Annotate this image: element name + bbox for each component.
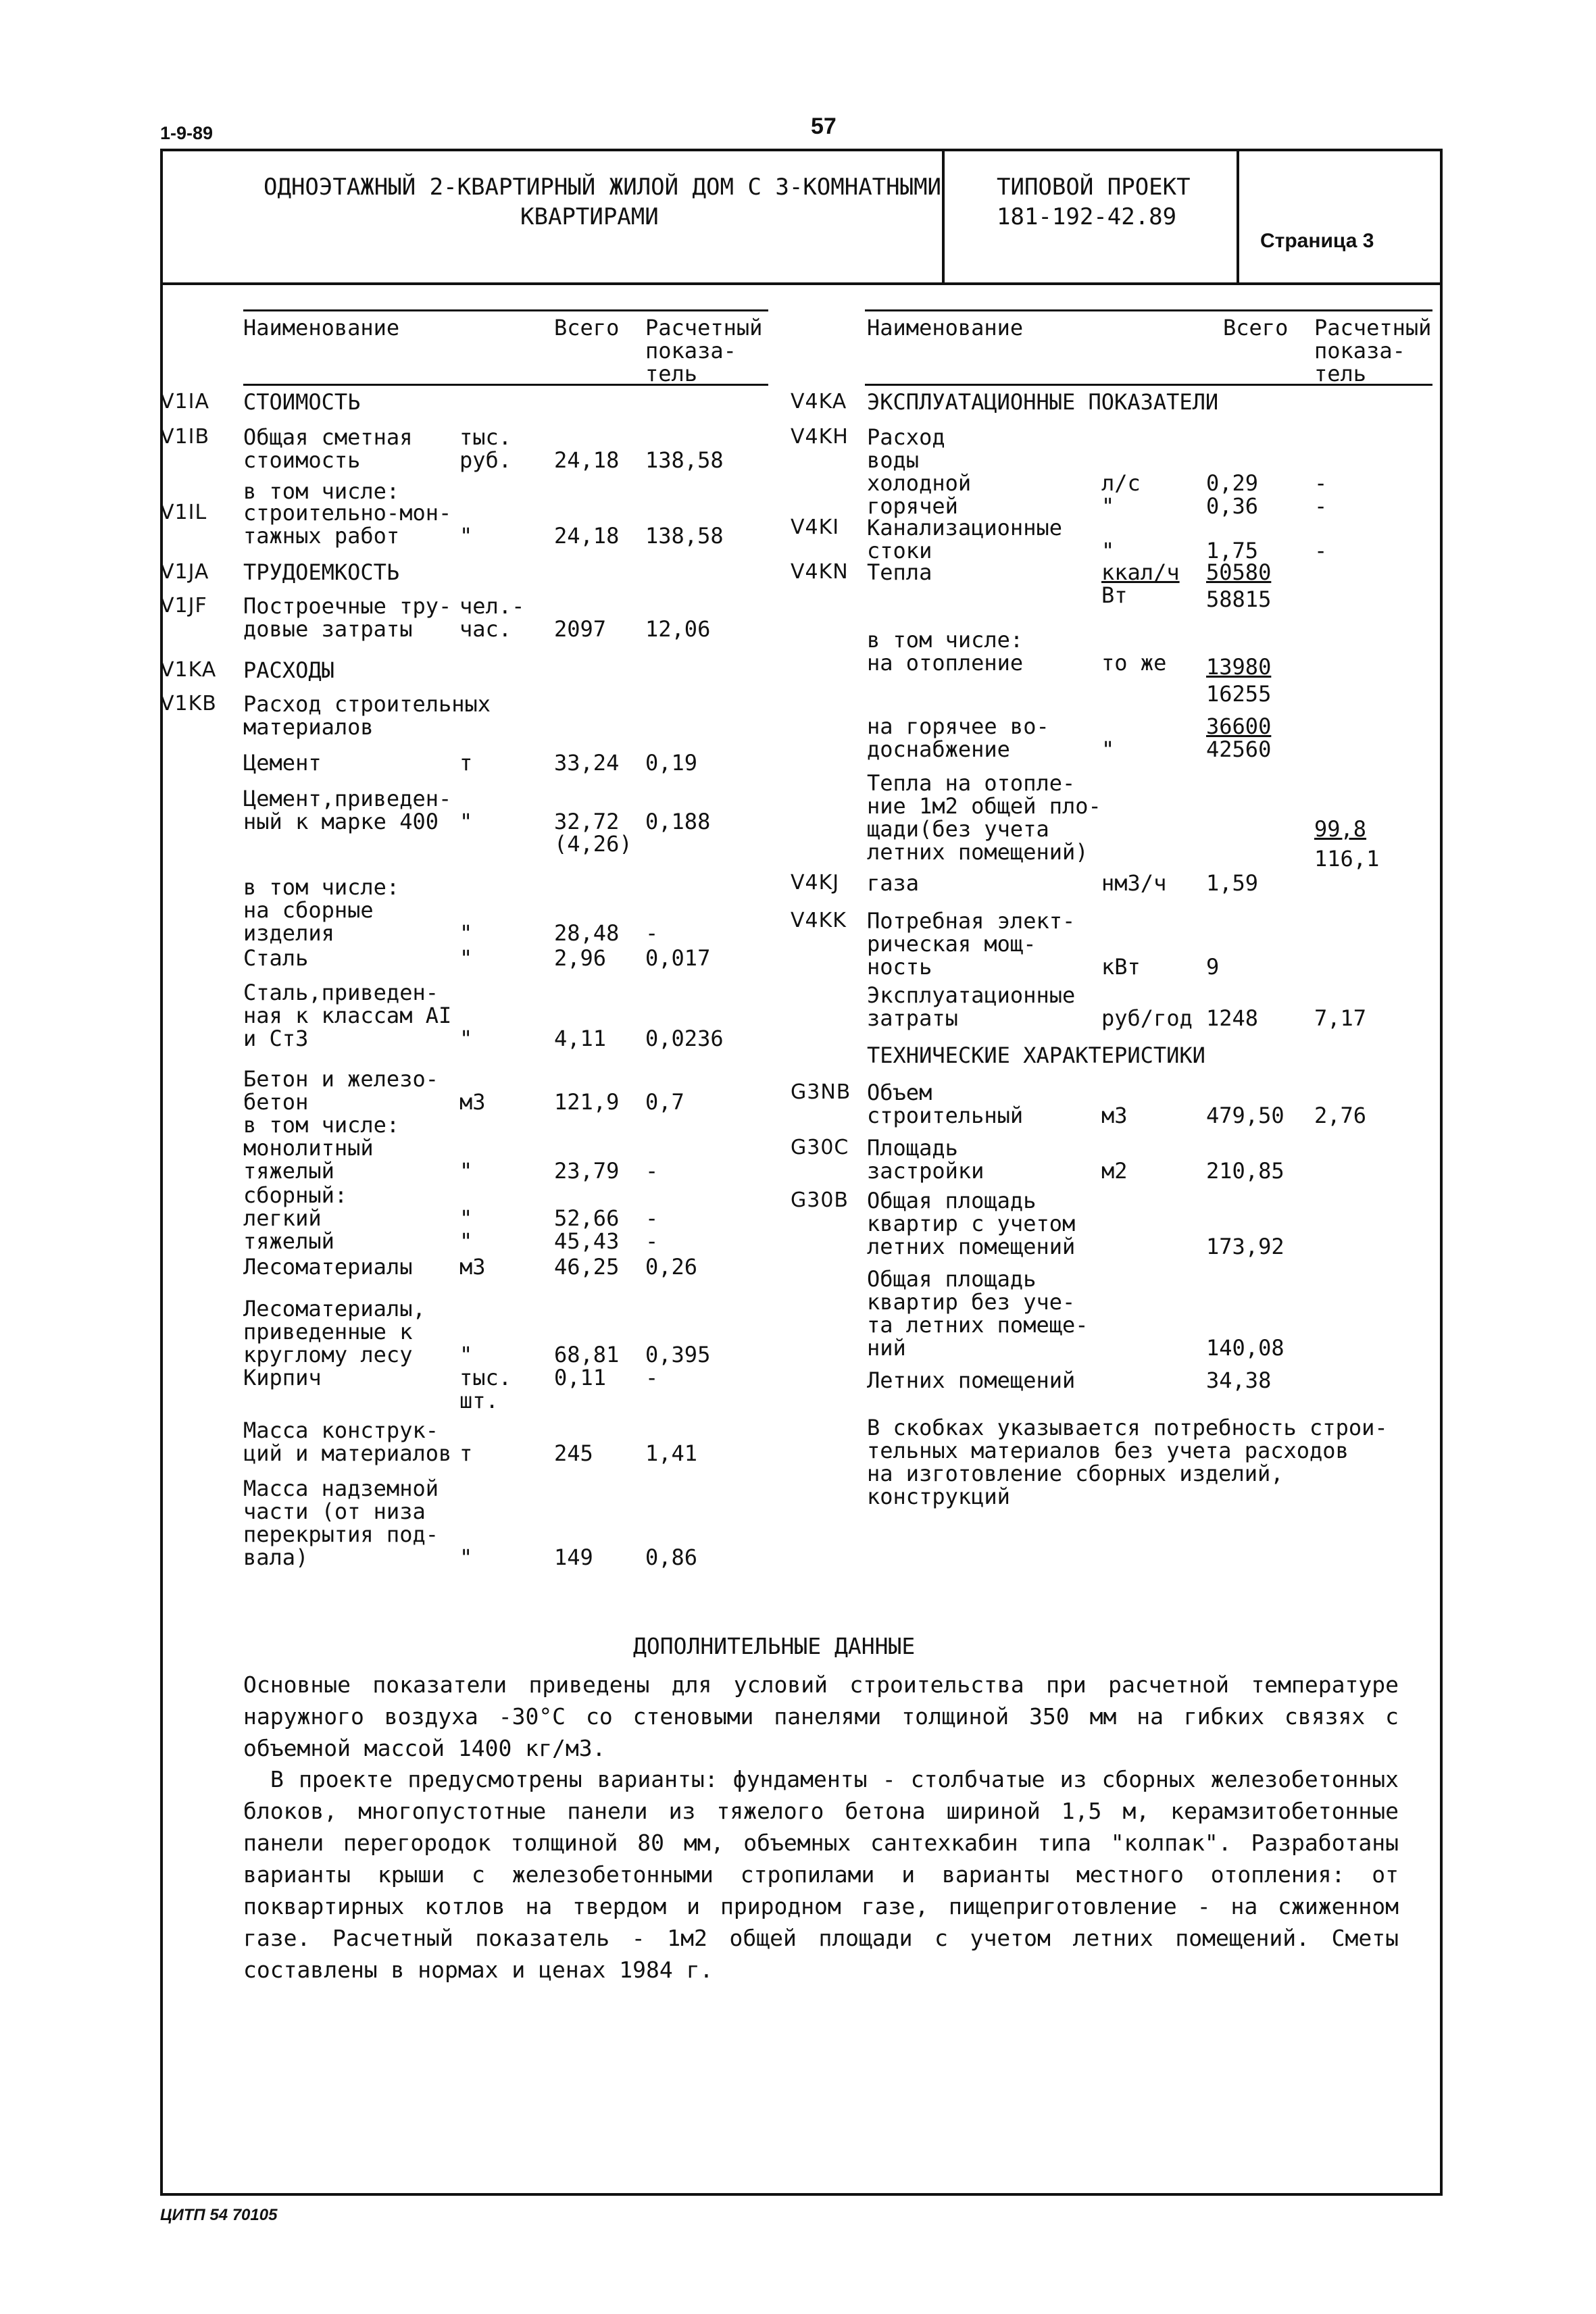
- row-total: 1,59: [1206, 870, 1259, 896]
- header-total-left: Всего: [554, 315, 620, 341]
- header-name-right: Наименование: [867, 315, 1024, 341]
- row-label: стоимость: [243, 447, 361, 473]
- row-unit: нм3/ч: [1101, 870, 1167, 896]
- row-label: Лесоматериалы: [243, 1254, 413, 1280]
- sheet-label: Страница 3: [1260, 230, 1374, 252]
- row-code: V1KB: [160, 692, 217, 715]
- row-code: V4KH: [791, 425, 849, 449]
- row-label: Сталь,приведен-: [243, 980, 439, 1005]
- row-calc: 0,188: [645, 809, 711, 834]
- row-code: V1IB: [160, 425, 210, 449]
- row-label: ЭКСПЛУАТАЦИОННЫЕ ПОКАЗАТЕЛИ: [867, 389, 1219, 415]
- row-total: 9: [1206, 954, 1220, 980]
- note-line-3: на изготовление сборных изделий,: [867, 1461, 1284, 1486]
- row-label: Тепла на отопле-: [867, 770, 1076, 796]
- row-label: Эксплуатационные: [867, 982, 1076, 1008]
- header-calc-left-1: Расчетный: [645, 315, 763, 341]
- row-label: перекрытия под-: [243, 1521, 439, 1547]
- row-total: 50580: [1206, 559, 1272, 585]
- row-code: V1KA: [160, 658, 217, 682]
- header-calc-left-3: тель: [645, 361, 698, 386]
- row-unit: кВт: [1101, 954, 1141, 980]
- row-unit: ": [459, 1342, 473, 1367]
- row-label: на горячее во-: [867, 713, 1049, 739]
- row-label: РАСХОДЫ: [243, 657, 334, 683]
- row-unit: тыс.: [459, 1365, 512, 1390]
- row-calc: 0,017: [645, 945, 711, 971]
- row-label: ций и материалов: [243, 1440, 452, 1466]
- row-label: ность: [867, 954, 932, 980]
- row-unit: м3: [459, 1089, 486, 1115]
- row-total: 36600: [1206, 713, 1272, 739]
- row-unit: ": [459, 945, 473, 971]
- row-total: 210,85: [1206, 1158, 1285, 1184]
- row-label: Общая сметная: [243, 424, 413, 450]
- row-calc: -: [1314, 538, 1328, 563]
- row-unit: чел.-: [459, 593, 525, 619]
- row-total: 245: [554, 1440, 593, 1466]
- row-total: 46,25: [554, 1254, 620, 1280]
- row-unit: м2: [1101, 1158, 1128, 1184]
- note-line-1: В скобках указывается потребность строи-: [867, 1415, 1388, 1440]
- row-calc: 7,17: [1314, 1005, 1367, 1031]
- row-unit: тыс.: [459, 424, 512, 450]
- footer-stamp: ЦИТП 54 70105: [160, 2206, 278, 2224]
- row-label: летних помещений): [867, 839, 1089, 865]
- row-label: Тепла: [867, 559, 932, 585]
- project-number: 181-192-42.89: [997, 203, 1177, 230]
- row-calc: -: [645, 1228, 659, 1254]
- title-line-2: КВАРТИРАМИ: [520, 203, 659, 230]
- row-label: тяжелый: [243, 1158, 334, 1184]
- row-calc: 116,1: [1314, 846, 1380, 872]
- row-total: 1248: [1206, 1005, 1259, 1031]
- row-label: доснабжение: [867, 736, 1010, 762]
- title-block-bottom: [160, 282, 1443, 285]
- row-calc: 0,0236: [645, 1026, 724, 1051]
- row-label: тяжелый: [243, 1228, 334, 1254]
- row-total: 149: [554, 1544, 593, 1570]
- row-total: 24,18: [554, 447, 620, 473]
- row-unit: ": [459, 809, 473, 834]
- row-calc: -: [645, 1158, 659, 1184]
- row-unit: ": [459, 1228, 473, 1254]
- row-total: 68,81: [554, 1342, 620, 1367]
- row-calc: 99,8: [1314, 816, 1367, 842]
- title-divider-1: [942, 149, 945, 284]
- row-label: вала): [243, 1544, 309, 1570]
- row-unit: т: [459, 750, 473, 776]
- row-total: 2,96: [554, 945, 607, 971]
- row-total: 34,38: [1206, 1367, 1272, 1393]
- row-unit: шт.: [459, 1388, 499, 1413]
- row-label: Масса конструк-: [243, 1417, 439, 1443]
- row-label: Кирпич: [243, 1365, 322, 1390]
- row-code: V4KJ: [791, 871, 840, 895]
- row-calc: -: [645, 1205, 659, 1231]
- row-label: застройки: [867, 1158, 984, 1184]
- row-label: Расход строительных: [243, 691, 491, 717]
- row-code: V4KI: [791, 515, 840, 539]
- row-unit: ": [459, 1205, 473, 1231]
- row-total: 1,75: [1206, 538, 1259, 563]
- row-label: Цемент: [243, 750, 322, 776]
- row-label: в том числе:: [243, 874, 400, 900]
- row-total: 0,29: [1206, 470, 1259, 496]
- row-label: сборный:: [243, 1182, 348, 1208]
- row-label: бетон: [243, 1089, 309, 1115]
- row-code: V4KA: [791, 390, 847, 413]
- additional-paragraph-2: В проекте предусмотрены варианты: фундаменты - столбчатые из сборных железобетонных блоков, многопустотные панели из тяжелого бетона шириной 1,5 м, керамзитобетонные панели перегородок толщиной 80 мм, объемных сантехкабин типа "колпак". Разработаны варианты крыши с железобетонными стропилами и варианты местного отопления: от поквартирных котлов на твердом и природном газе, пищеприготовление - на сжиженном газе. Расчетный показатель - 1м2 общей площади с учетом летних помещений. Сметы составлены в нормах и ценах 1984 г.: [243, 1766, 1399, 1983]
- left-header-top-rule: [243, 309, 768, 311]
- project-label: ТИПОВОЙ ПРОЕКТ: [997, 174, 1191, 201]
- row-total: 33,24: [554, 750, 620, 776]
- row-label: Потребная элект-: [867, 908, 1076, 934]
- header-calc-left-2: показа-: [645, 338, 737, 363]
- row-label: круглому лесу: [243, 1342, 413, 1367]
- header-calc-right-3: тель: [1314, 361, 1367, 386]
- additional-paragraph-1: Основные показатели приведены для условий строительства при расчетной температуре наружного воздуха -30°С со стеновыми панелями толщиной 350 мм на гибких связях с объемной массой 1400 кг/м3.: [243, 1671, 1399, 1761]
- row-unit: ": [459, 1158, 473, 1184]
- row-calc: 1,41: [645, 1440, 698, 1466]
- note-line-2: тельных материалов без учета расходов: [867, 1438, 1349, 1463]
- page-number: 57: [811, 114, 837, 139]
- row-total: 32,72: [554, 809, 620, 834]
- row-calc: 0,86: [645, 1544, 698, 1570]
- row-unit: м3: [459, 1254, 486, 1280]
- row-total: 479,50: [1206, 1103, 1285, 1128]
- row-unit: т: [459, 1440, 473, 1466]
- row-total: 42560: [1206, 736, 1272, 762]
- row-total: 58815: [1206, 586, 1272, 612]
- row-unit: л/с: [1101, 470, 1141, 496]
- row-label: Канализационные: [867, 515, 1062, 540]
- row-label: на сборные: [243, 897, 374, 923]
- row-calc: 138,58: [645, 447, 724, 473]
- row-label: газа: [867, 870, 920, 896]
- row-label: Бетон и железо-: [243, 1066, 439, 1092]
- row-label: ный к марке 400: [243, 809, 439, 834]
- row-label: на отопление: [867, 650, 1024, 676]
- row-label: ТЕХНИЧЕСКИЕ ХАРАКТЕРИСТИКИ: [867, 1042, 1205, 1068]
- row-label: летних помещений: [867, 1234, 1076, 1259]
- row-label: Лесоматериалы,: [243, 1296, 426, 1322]
- row-label: в том числе:: [867, 627, 1024, 653]
- row-label: рическая мощ-: [867, 931, 1037, 957]
- row-label: затраты: [867, 1005, 958, 1031]
- row-calc: 0,19: [645, 750, 698, 776]
- row-unit: ": [459, 920, 473, 946]
- title-line-1: ОДНОЭТАЖНЫЙ 2-КВАРТИРНЫЙ ЖИЛОЙ ДОМ С 3-КОМНАТНЫМИ: [264, 174, 942, 201]
- row-unit: ": [459, 1544, 473, 1570]
- row-label: Сталь: [243, 945, 309, 971]
- row-label: стоки: [867, 538, 932, 563]
- row-label: СТОИМОСТЬ: [243, 389, 361, 415]
- additional-data-title: ДОПОЛНИТЕЛЬНЫЕ ДАННЫЕ: [633, 1633, 916, 1659]
- row-unit: ": [459, 523, 473, 549]
- row-calc: 138,58: [645, 523, 724, 549]
- row-code: V1JA: [160, 560, 209, 584]
- row-label: та летних помеще-: [867, 1312, 1089, 1338]
- row-label: Цемент,приведен-: [243, 786, 452, 811]
- row-label: части (от низа: [243, 1499, 426, 1524]
- row-calc: 0,26: [645, 1254, 698, 1280]
- header-name-left: Наименование: [243, 315, 400, 341]
- row-unit: то же: [1101, 650, 1167, 676]
- row-label: квартир без уче-: [867, 1289, 1076, 1315]
- row-total: 16255: [1206, 681, 1272, 707]
- row-total: 13980: [1206, 654, 1272, 680]
- row-code: V1IL: [160, 501, 207, 524]
- row-label: Построечные тру-: [243, 593, 452, 619]
- row-unit: час.: [459, 616, 512, 642]
- row-total: 24,18: [554, 523, 620, 549]
- row-label: квартир с учетом: [867, 1211, 1076, 1236]
- row-label: Объем: [867, 1080, 932, 1105]
- header-calc-right-1: Расчетный: [1314, 315, 1432, 341]
- row-label: Масса надземной: [243, 1476, 439, 1501]
- row-total: 0,11: [554, 1365, 607, 1390]
- row-label: монолитный: [243, 1135, 374, 1161]
- row-label: в том числе:: [243, 1112, 400, 1138]
- row-label: Общая площадь: [867, 1188, 1037, 1213]
- row-label: воды: [867, 447, 920, 473]
- row-code: G30B: [791, 1188, 849, 1212]
- row-calc: -: [645, 1365, 659, 1390]
- note-line-4: конструкций: [867, 1484, 1010, 1509]
- row-total: 140,08: [1206, 1335, 1285, 1361]
- row-label: (4,26): [554, 831, 632, 857]
- row-unit: ": [459, 1026, 473, 1051]
- row-label: довые затраты: [243, 616, 413, 642]
- row-unit: ": [1101, 493, 1115, 519]
- row-label: в том числе:: [243, 478, 400, 504]
- row-label: холодной: [867, 470, 972, 496]
- row-total: 23,79: [554, 1158, 620, 1184]
- row-unit: ": [1101, 736, 1115, 762]
- row-label: ная к классам AI: [243, 1003, 452, 1028]
- row-total: 28,48: [554, 920, 620, 946]
- row-unit: Вт: [1101, 582, 1128, 608]
- row-code: G3NB: [791, 1080, 851, 1104]
- row-calc: 12,06: [645, 616, 711, 642]
- row-label: щади(без учета: [867, 816, 1049, 842]
- row-total: 2097: [554, 616, 607, 642]
- header-calc-right-2: показа-: [1314, 338, 1405, 363]
- row-unit: ": [1101, 538, 1115, 563]
- row-code: V4KN: [791, 560, 849, 584]
- row-label: строительно-мон-: [243, 500, 452, 526]
- row-label: изделия: [243, 920, 334, 946]
- row-total: 173,92: [1206, 1234, 1285, 1259]
- row-label: Расход: [867, 424, 945, 450]
- row-calc: 0,7: [645, 1089, 684, 1115]
- row-total: 4,11: [554, 1026, 607, 1051]
- row-calc: 0,395: [645, 1342, 711, 1367]
- row-label: строительный: [867, 1103, 1024, 1128]
- header-total-right: Всего: [1223, 315, 1289, 341]
- row-label: легкий: [243, 1205, 322, 1231]
- row-label: ние 1м2 общей пло-: [867, 793, 1101, 819]
- row-calc: -: [1314, 470, 1328, 496]
- row-code: V1JF: [160, 594, 207, 618]
- row-label: и Ст3: [243, 1026, 309, 1051]
- row-code: V4KK: [791, 909, 847, 932]
- row-total: 52,66: [554, 1205, 620, 1231]
- row-total: 121,9: [554, 1089, 620, 1115]
- row-label: ний: [867, 1335, 906, 1361]
- row-label: приведенные к: [243, 1319, 413, 1344]
- title-divider-2: [1237, 149, 1239, 284]
- right-header-top-rule: [865, 309, 1432, 311]
- document-code: 1-9-89: [160, 123, 214, 143]
- row-label: Площадь: [867, 1135, 958, 1161]
- row-calc: -: [1314, 493, 1328, 519]
- row-label: горячей: [867, 493, 958, 519]
- row-unit: руб.: [459, 447, 512, 473]
- row-unit: м3: [1101, 1103, 1128, 1128]
- row-code: V1IA: [160, 390, 209, 413]
- row-total: 0,36: [1206, 493, 1259, 519]
- row-label: ТРУДОЕМКОСТЬ: [243, 559, 400, 585]
- row-calc: 2,76: [1314, 1103, 1367, 1128]
- row-unit: руб/год: [1101, 1005, 1193, 1031]
- row-code: G30C: [791, 1136, 849, 1159]
- row-label: Летних помещений: [867, 1367, 1076, 1393]
- row-unit: ккал/ч: [1101, 559, 1180, 585]
- row-label: тажных работ: [243, 523, 400, 549]
- row-total: 45,43: [554, 1228, 620, 1254]
- row-label: Общая площадь: [867, 1266, 1037, 1292]
- row-calc: -: [645, 920, 659, 946]
- row-label: материалов: [243, 714, 374, 740]
